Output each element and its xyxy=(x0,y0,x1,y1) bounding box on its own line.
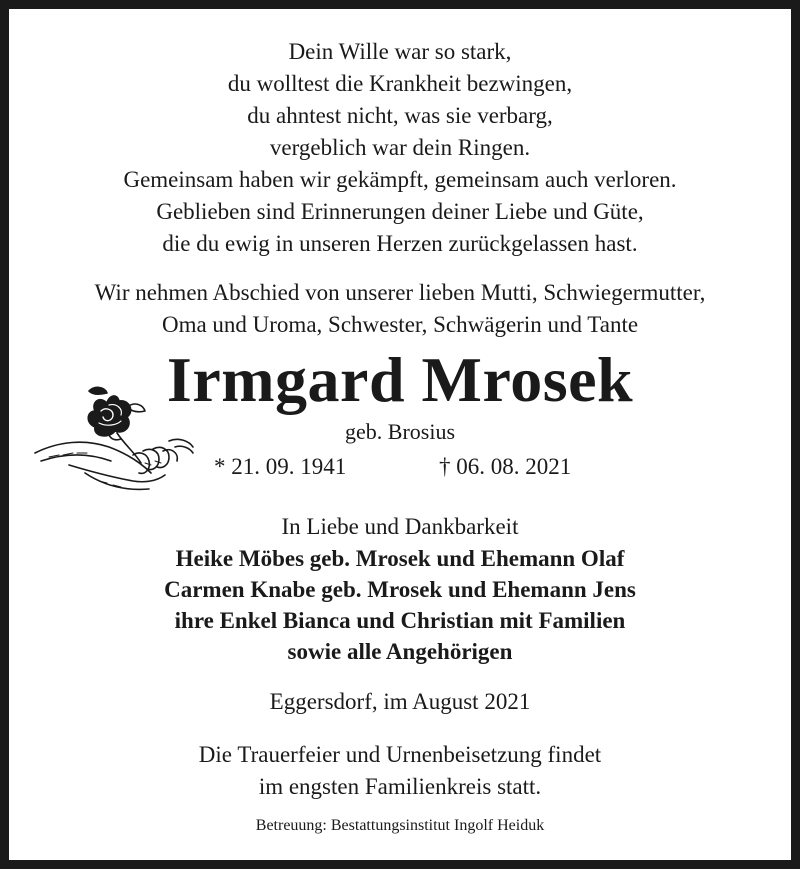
deceased-name: Irmgard Mrosek xyxy=(166,344,634,415)
poem-line: Dein Wille war so stark, xyxy=(288,39,512,64)
undertaker-credit: Betreuung: Bestattungsinstitut Ingolf Heiduk xyxy=(255,817,545,834)
ceremony-line: Die Trauerfeier und Urnenbeisetzung findet xyxy=(198,742,602,767)
death-date: † 06. 08. 2021 xyxy=(439,454,572,479)
poem-line: du wolltest die Krankheit bezwingen, xyxy=(227,71,573,96)
intro-line: Wir nehmen Abschied von unserer lieben Mutti, Schwiegermutter, xyxy=(94,280,706,305)
poem-line: du ahntest nicht, was sie verbarg, xyxy=(247,103,553,128)
place-date: Eggersdorf, im August 2021 xyxy=(269,689,531,714)
mourners-heading: In Liebe und Dankbarkeit xyxy=(281,514,519,539)
poem-line: Geblieben sind Erinnerungen deiner Liebe und Güte, xyxy=(156,199,644,224)
birth-name: geb. Brosius xyxy=(345,419,455,444)
poem-line: vergeblich war dein Ringen. xyxy=(269,135,531,160)
intro-line: Oma und Uroma, Schwester, Schwägerin und Tante xyxy=(161,312,639,337)
birth-date: * 21. 09. 1941 xyxy=(214,454,347,479)
poem-line: Gemeinsam haben wir gekämpft, gemeinsam auch verloren. xyxy=(123,167,677,192)
ceremony-line: im engsten Familienkreis statt. xyxy=(258,774,542,799)
mourner-line: Carmen Knabe geb. Mrosek und Ehemann Jens xyxy=(164,577,636,602)
mourner-line: sowie alle Angehörigen xyxy=(287,639,513,664)
rose-in-hands-icon xyxy=(29,381,199,501)
mourner-line: Heike Möbes geb. Mrosek und Ehemann Olaf xyxy=(175,546,625,571)
mourner-line: ihre Enkel Bianca und Christian mit Familien xyxy=(174,608,626,633)
poem-line: die du ewig in unseren Herzen zurückgelassen hast. xyxy=(162,231,638,256)
